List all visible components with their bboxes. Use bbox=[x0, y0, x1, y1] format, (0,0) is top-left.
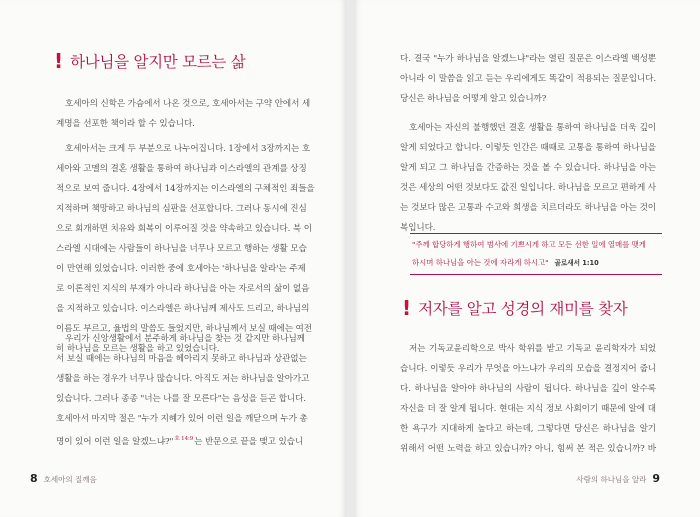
text-line-content: 위해서 어떤 노력을 하고 있습니까? 아니, 힘써 본 적은 있습니까? 바 bbox=[400, 444, 656, 454]
section-heading bbox=[402, 296, 627, 320]
text-line-content: 우리가 신앙생활에서 분주하게 하나님을 찾는 것 같지만 하나님께 bbox=[65, 334, 305, 344]
section-heading-text: 저자를 알고 성경의 재미를 찾자 bbox=[418, 300, 628, 318]
text-line-content: 알게 되었다고 합니다. 이렇듯 인간은 때때로 고통을 통하여 하나님을 bbox=[400, 143, 656, 153]
text-line-content: 지적하며 책망하고 하나님의 심판을 선포합니다. 그러나 동시에 진심 bbox=[56, 204, 307, 214]
text-line bbox=[400, 379, 656, 399]
left-page bbox=[0, 0, 346, 517]
text-line-content: 생활을 하는 경우가 너무나 많습니다. 아직도 저는 하나님을 알아가고 bbox=[56, 374, 310, 384]
text-line-tail: 는 반문으로 끝을 맺고 있습니 bbox=[194, 436, 304, 447]
page-number: 8 bbox=[30, 472, 38, 485]
text-line-content: 이 만연해 있었습니다. 이러한 중에 호세아는 '하나님을 알라'는 주제 bbox=[56, 264, 306, 274]
text-line-content: 호세아의 신학은 가슴에서 나온 것으로, 호세아서는 구약 안에서 세 bbox=[65, 99, 311, 109]
text-line bbox=[56, 349, 307, 369]
text-line bbox=[56, 219, 312, 239]
text-line-content: 호세아서 마지막 절은 "누가 지혜가 있어 이런 일을 깨닫으며 누가 총 bbox=[56, 414, 308, 424]
exclamation-icon: ! bbox=[54, 49, 64, 73]
text-line bbox=[400, 339, 656, 359]
body-paragraph bbox=[400, 118, 656, 238]
page-footer bbox=[576, 472, 660, 485]
text-line-content: 로 이론적인 지식의 부재가 아니라 하나님을 아는 자로서의 삶이 없음 bbox=[56, 284, 310, 294]
text-line bbox=[56, 179, 315, 199]
text-line bbox=[56, 94, 311, 114]
text-line bbox=[56, 429, 304, 449]
text-line-content: 서 보실 때에는 하나님의 마음을 헤아리지 못하고 하나님과 상관없는 bbox=[56, 354, 307, 364]
text-line bbox=[56, 259, 304, 279]
text-line-content: 아니라 이 말씀을 읽고 듣는 우리에게도 똑같이 적용되는 질문입니다. bbox=[400, 74, 656, 84]
text-line bbox=[400, 118, 656, 138]
scripture-reference: 호 14:9 bbox=[174, 436, 194, 442]
text-line bbox=[400, 138, 656, 158]
text-line-content: 복입니다. bbox=[400, 223, 436, 233]
running-head: 호세아의 질깨음 bbox=[43, 475, 97, 484]
text-line-content: 것은 세상의 어떤 것보다도 값진 일입니다. 하나님을 모르고 편하게 사 bbox=[400, 183, 656, 193]
page-footer bbox=[30, 472, 97, 485]
body-paragraph bbox=[400, 49, 656, 109]
page-number: 9 bbox=[652, 472, 660, 485]
text-line-content: 히 하나님을 모르는 생활을 하고 있었습니다. bbox=[56, 344, 220, 354]
text-line bbox=[400, 158, 656, 178]
text-line bbox=[400, 419, 656, 439]
text-line bbox=[56, 139, 311, 159]
text-line bbox=[56, 279, 310, 299]
text-line-content: 호세아는 자신의 불행했던 결혼 생활을 통하여 하나님을 더욱 깊이 bbox=[409, 123, 656, 133]
text-line bbox=[400, 399, 656, 419]
text-line-content: 다. 하나님을 알아야 하나님의 사람이 됩니다. 하나님을 깊이 알수록 bbox=[400, 384, 656, 394]
text-line-content: 적으로 보여 줍니다. 4장에서 14장까지는 이스라엘의 구체적인 죄들을 bbox=[56, 184, 315, 194]
section-heading-text: 하나님을 알지만 모르는 삶 bbox=[70, 53, 246, 71]
running-head: 사람의 하나님을 알라 bbox=[576, 475, 647, 484]
text-line bbox=[400, 439, 656, 459]
text-line bbox=[56, 239, 307, 259]
body-paragraph bbox=[56, 94, 311, 134]
exclamation-icon: ! bbox=[402, 296, 412, 320]
text-line-content: 세아와 고멜의 결혼 생활을 통하여 하나님과 이스라엘의 관계를 상징 bbox=[56, 164, 307, 174]
text-line bbox=[56, 369, 310, 389]
text-line bbox=[56, 199, 307, 219]
quote-reference: 골로새서 1:10 bbox=[554, 259, 599, 267]
text-line bbox=[400, 198, 656, 218]
text-line bbox=[400, 69, 656, 89]
text-line-content: 다. 결국 "누가 하나님을 알겠느냐"라는 열린 질문은 이스라엘 백성뿐 bbox=[400, 54, 656, 64]
text-line-content: 있습니다. 그러나 종종 "너는 나를 잘 모른다"는 음성을 듣곤 합니다. bbox=[56, 394, 306, 404]
text-line-content: 으로 회개하면 치유와 회복이 이루어질 것을 약속하고 있습니다. 북 이 bbox=[56, 224, 312, 234]
quote-line-2 bbox=[412, 254, 660, 272]
section-heading bbox=[54, 49, 245, 73]
text-line-content: 는 것보다 많은 고통과 수고와 희생을 치르더라도 하나님을 아는 것이 bbox=[400, 203, 656, 213]
text-line bbox=[400, 359, 656, 379]
text-line bbox=[56, 329, 304, 349]
text-line-content: 한 욕구가 지대하게 높다고 하는데, 그렇다면 당신은 하나님을 알기 bbox=[400, 424, 656, 434]
text-line-content: 을 지적하고 있습니다. 이스라엘은 하나님께 제사도 드리고, 하나님의 bbox=[56, 304, 310, 314]
body-paragraph bbox=[56, 329, 310, 449]
text-line-content: 습니다. 이렇듯 우리가 무엇을 아느냐가 우리의 모습을 결정지어 줍니 bbox=[400, 364, 656, 374]
right-page bbox=[354, 0, 700, 517]
text-line-content: 당신은 하나님을 어떻게 알고 있습니까? bbox=[400, 94, 547, 104]
text-line-content: 이름도 부르고, 율법의 말씀도 들었지만, 하나님께서 보실 때에는 여전 bbox=[56, 324, 312, 334]
quote-line: "주께 합당하게 행하여 범사에 기쁘시게 하고 모든 선한 일에 열매를 맺게 bbox=[412, 240, 646, 249]
text-line-content: 자신을 더 잘 알게 됩니다. 현대는 지식 정보 사회이기 때문에 알에 대 bbox=[400, 404, 656, 414]
text-line-content: 호세아서는 크게 두 부분으로 나누어집니다. 1장에서 3장까지는 호 bbox=[65, 144, 311, 154]
text-line bbox=[400, 178, 656, 198]
text-line-content: 계명을 선포한 책이라 할 수 있습니다. bbox=[56, 119, 195, 129]
text-line bbox=[56, 159, 307, 179]
text-line bbox=[56, 409, 308, 429]
text-line-content: 스라엘 시대에는 사람들이 하나님을 너무나 모르고 행하는 생활 모습 bbox=[56, 244, 307, 254]
text-line bbox=[400, 49, 656, 69]
text-line bbox=[400, 89, 656, 109]
text-line-content: 알게 되고 그 하나님을 간증하는 것을 볼 수 있습니다. 하나님을 아는 bbox=[400, 163, 656, 173]
body-paragraph bbox=[400, 339, 656, 459]
quote-line-text: 하시며 하나님을 아는 것에 자라게 하시고" bbox=[412, 258, 549, 267]
text-line-content: 명이 있어 이런 일을 알겠느냐?" bbox=[56, 436, 174, 447]
text-line-content: 저는 기독교윤리학으로 박사 학위를 받고 기독교 윤리학자가 되었 bbox=[409, 344, 656, 354]
scripture-quote bbox=[410, 233, 662, 275]
text-line bbox=[56, 114, 304, 134]
text-line bbox=[56, 299, 310, 319]
text-line bbox=[56, 389, 304, 409]
